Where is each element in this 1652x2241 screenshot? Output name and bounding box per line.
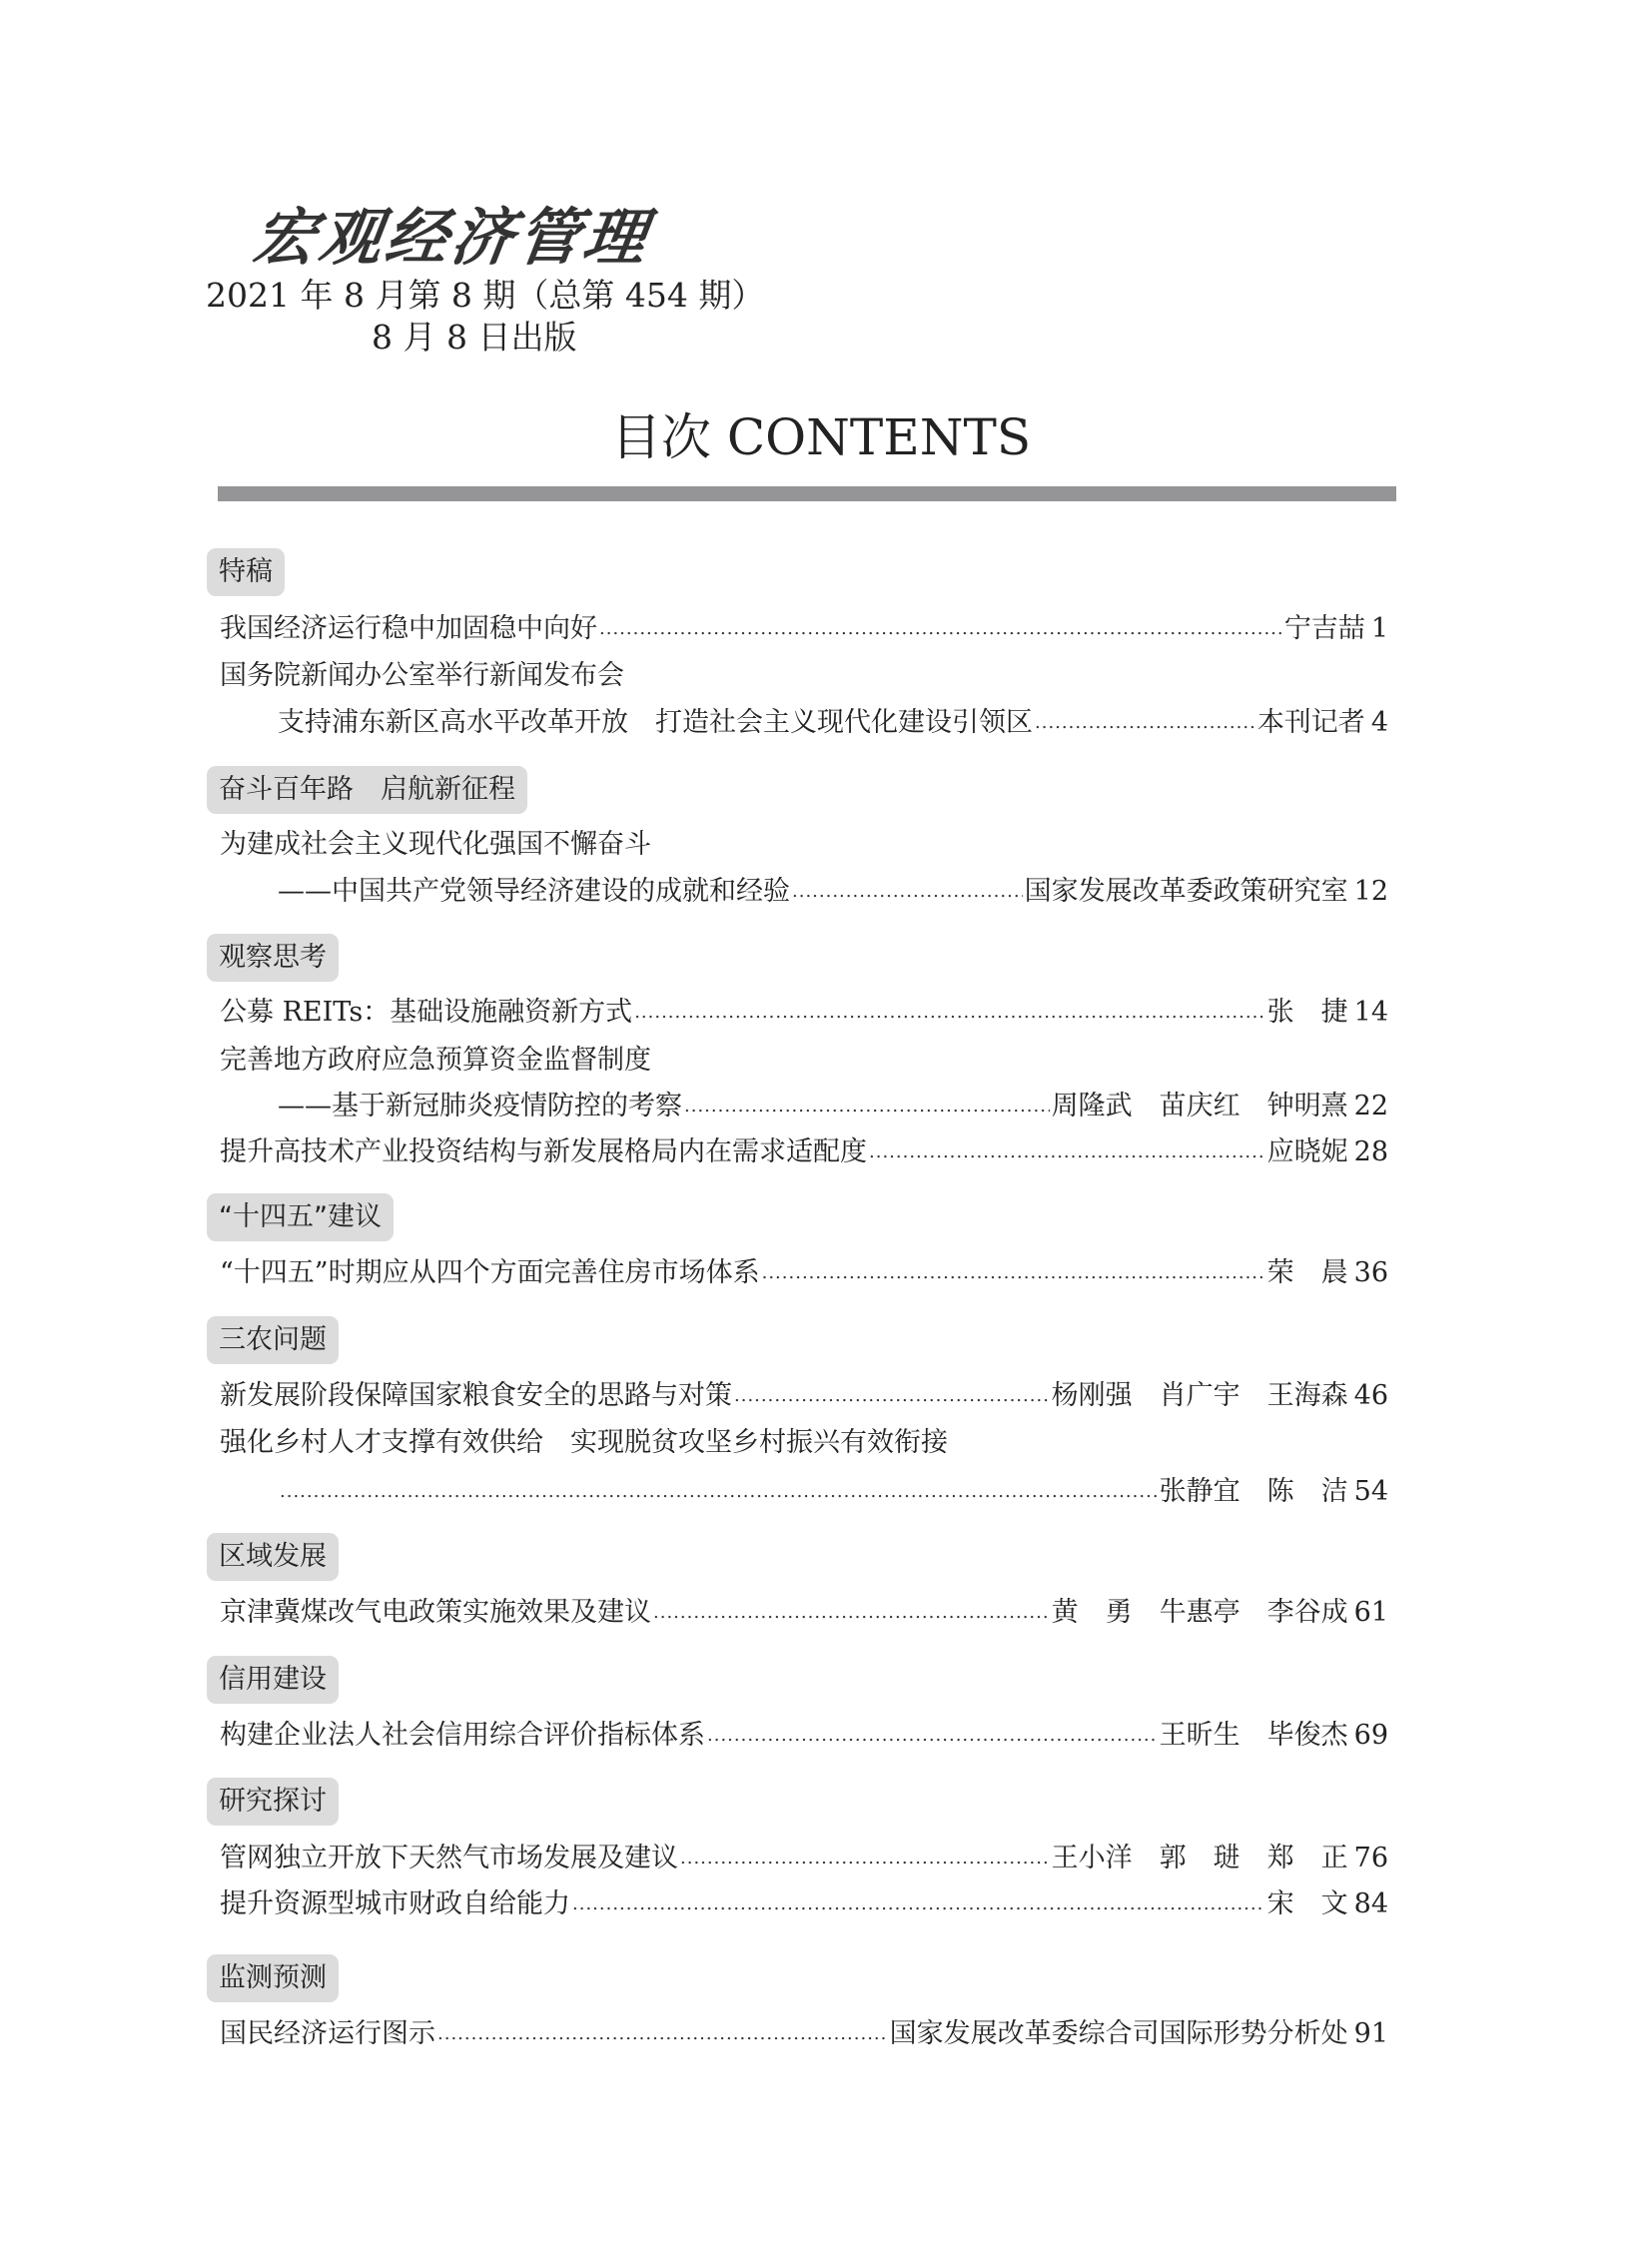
leader-dots — [1035, 704, 1255, 742]
toc-entry[interactable] — [220, 1717, 1388, 1755]
contents-heading: 目次 CONTENTS — [611, 408, 1032, 466]
toc-entry[interactable] — [220, 2015, 1388, 2053]
entry-author: 国家发展改革委综合司国际形势分析处 — [889, 2018, 1348, 2049]
entry-page: 22 — [1353, 1091, 1388, 1121]
entry-page: 54 — [1353, 1476, 1388, 1507]
entry-subtitle: ——中国共产党领导经济建设的成就和经验 — [278, 876, 790, 907]
entry-title[interactable]: 强化乡村人才支撑有效供给 实现脱贫攻坚乡村振兴有效衔接 — [220, 1427, 948, 1458]
entry-title[interactable]: 国务院新闻办公室举行新闻发布会 — [220, 660, 624, 691]
entry-title: “十四五”时期应从四个方面完善住房市场体系 — [220, 1257, 760, 1288]
entry-title: 提升资源型城市财政自给能力 — [220, 1888, 570, 1919]
leader-dots — [599, 610, 1282, 648]
toc-entry[interactable] — [278, 1473, 1388, 1511]
entry-page: 91 — [1353, 2018, 1388, 2049]
entry-author: 张静宜 陈 洁 — [1159, 1476, 1348, 1507]
toc-entry[interactable] — [220, 1885, 1388, 1923]
entry-title: 国民经济运行图示 — [220, 2018, 435, 2049]
entry-title: 我国经济运行稳中加固稳中向好 — [220, 613, 597, 644]
toc-entry[interactable] — [220, 1133, 1388, 1171]
leader-dots — [707, 1717, 1158, 1755]
toc-entry[interactable] — [278, 704, 1388, 742]
entry-title: 提升高技术产业投资结构与新发展格局内在需求适配度 — [220, 1136, 867, 1167]
leader-dots — [572, 1885, 1265, 1923]
leader-dots — [734, 1377, 1050, 1415]
entry-author: 国家发展改革委政策研究室 — [1024, 876, 1348, 907]
entry-author: 荣 晨 — [1266, 1257, 1348, 1288]
entry-page: 61 — [1353, 1597, 1388, 1628]
entry-title: 京津冀煤改气电政策实施效果及建议 — [220, 1597, 651, 1628]
entry-page: 1 — [1370, 613, 1388, 644]
entry-title: 管网独立开放下天然气市场发展及建议 — [220, 1843, 678, 1873]
section-badge-special: 特稿 — [207, 548, 285, 596]
leader-dots — [792, 873, 1023, 911]
section-badge-observation: 观察思考 — [207, 934, 339, 982]
entry-title: 新发展阶段保障国家粮食安全的思路与对策 — [220, 1380, 732, 1411]
leader-dots — [684, 1088, 1050, 1125]
toc-entry[interactable] — [278, 1088, 1388, 1125]
leader-dots — [869, 1133, 1265, 1171]
entry-author: 张 捷 — [1266, 997, 1348, 1028]
entry-page: 46 — [1353, 1380, 1388, 1411]
entry-title[interactable]: 为建成社会主义现代化强国不懈奋斗 — [220, 829, 651, 860]
entry-author: 王小洋 郭 琎 郑 正 — [1051, 1843, 1348, 1873]
leader-dots — [437, 2015, 888, 2053]
toc-entry[interactable] — [220, 1840, 1388, 1877]
section-badge-monitoring: 监测预测 — [207, 1954, 339, 2002]
entry-author: 本刊记者 — [1256, 707, 1365, 738]
toc-entry[interactable] — [220, 1254, 1388, 1292]
leader-dots — [653, 1594, 1050, 1632]
entry-page: 76 — [1353, 1843, 1388, 1873]
toc-entry[interactable] — [278, 873, 1388, 911]
section-badge-centennial: 奋斗百年路 启航新征程 — [207, 766, 527, 814]
leader-dots — [680, 1840, 1050, 1877]
issue-line: 2021 年 8 月第 8 期（总第 454 期） — [206, 276, 765, 315]
entry-title: 构建企业法人社会信用综合评价指标体系 — [220, 1720, 705, 1751]
section-badge-five-year-plan: “十四五”建议 — [207, 1193, 394, 1241]
entry-page: 28 — [1353, 1136, 1388, 1167]
section-badge-regional: 区域发展 — [207, 1533, 339, 1581]
leader-dots — [762, 1254, 1265, 1292]
toc-entry[interactable] — [220, 994, 1388, 1032]
entry-author: 宋 文 — [1266, 1888, 1348, 1919]
entry-author: 周隆武 苗庆红 钟明熹 — [1051, 1091, 1348, 1121]
entry-author: 应晓妮 — [1266, 1136, 1348, 1167]
toc-entry[interactable] — [220, 1377, 1388, 1415]
entry-page: 84 — [1353, 1888, 1388, 1919]
entry-author: 杨刚强 肖广宇 王海森 — [1051, 1380, 1348, 1411]
leader-dots — [634, 994, 1264, 1032]
toc-entry[interactable] — [220, 1594, 1388, 1632]
publish-date: 8 月 8 日出版 — [372, 318, 577, 357]
entry-subtitle: ——基于新冠肺炎疫情防控的考察 — [278, 1091, 682, 1121]
entry-author: 宁吉喆 — [1283, 613, 1365, 644]
entry-page: 36 — [1353, 1257, 1388, 1288]
entry-page: 69 — [1353, 1720, 1388, 1751]
section-badge-research: 研究探讨 — [207, 1778, 339, 1826]
entry-title[interactable]: 完善地方政府应急预算资金监督制度 — [220, 1045, 651, 1076]
entry-author: 王昕生 毕俊杰 — [1159, 1720, 1348, 1751]
entry-title: 支持浦东新区高水平改革开放 打造社会主义现代化建设引领区 — [278, 707, 1033, 738]
journal-logo-title: 宏观经济管理 — [249, 201, 655, 274]
entry-title: 公募 REITs：基础设施融资新方式 — [220, 997, 633, 1028]
entry-page: 14 — [1353, 997, 1388, 1028]
entry-author: 黄 勇 牛惠亭 李谷成 — [1051, 1597, 1348, 1628]
entry-page: 4 — [1370, 707, 1388, 738]
section-badge-credit: 信用建设 — [207, 1656, 339, 1704]
section-badge-agriculture: 三农问题 — [207, 1316, 339, 1364]
entry-page: 12 — [1353, 876, 1388, 907]
divider-bar — [218, 486, 1396, 501]
leader-dots — [280, 1473, 1158, 1511]
toc-entry[interactable] — [220, 610, 1388, 648]
